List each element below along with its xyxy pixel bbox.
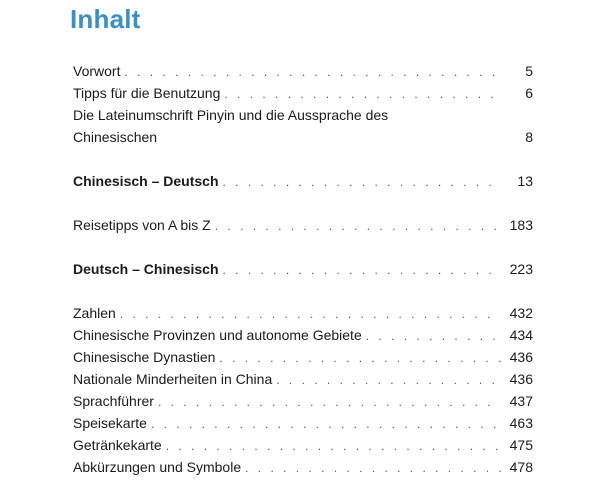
toc-entry-tipps[interactable]: [73, 82, 533, 104]
toc-entry-zahlen[interactable]: [73, 302, 533, 324]
toc-dot-leader: [366, 325, 501, 347]
toc-dot-leader: [151, 413, 501, 435]
page-title: Inhalt: [70, 4, 141, 34]
toc-dot-leader: [223, 259, 502, 281]
toc-entry-provinzen[interactable]: [73, 324, 533, 346]
toc-entry-page: 478: [509, 459, 533, 475]
toc-dot-leader: [215, 215, 501, 237]
toc-entry-page: 436: [509, 371, 533, 387]
toc-entry-label: Abkürzungen und Symbole: [73, 456, 245, 478]
toc-entry-pinyin-line2[interactable]: [73, 126, 533, 148]
toc-entry-sprachfuehrer[interactable]: [73, 390, 533, 412]
toc-entry-speisekarte[interactable]: [73, 412, 533, 434]
toc-dot-leader: [245, 457, 501, 479]
toc-entry-page: 5: [525, 63, 533, 79]
toc-entry-page: 223: [509, 261, 533, 277]
toc-entry-pinyin-line1[interactable]: [73, 104, 533, 126]
toc-entry-label: Sprachführer: [73, 390, 158, 412]
toc-entry-page: 436: [509, 349, 533, 365]
toc-entry-label: Getränkekarte: [73, 434, 166, 456]
toc-dot-leader: [224, 83, 501, 105]
toc-dot-leader: [276, 369, 501, 391]
toc-entry-label: Nationale Minderheiten in China: [73, 368, 276, 390]
toc-entry-label: Vorwort: [73, 60, 124, 82]
toc-entry-dynastien[interactable]: [73, 346, 533, 368]
toc-entry-page: 183: [509, 217, 533, 233]
toc-entry-chinesisch-deutsch[interactable]: [73, 170, 533, 192]
toc-entry-minderheiten[interactable]: [73, 368, 533, 390]
toc-entry-label: Deutsch – Chinesisch: [73, 258, 223, 280]
table-of-contents: [73, 60, 533, 478]
toc-entry-page: 434: [509, 327, 533, 343]
toc-entry-label: Chinesischen: [73, 126, 161, 148]
toc-entry-getraenkekarte[interactable]: [73, 434, 533, 456]
toc-entry-label: Tipps für die Benutzung: [73, 82, 224, 104]
toc-entry-label: Speisekarte: [73, 412, 151, 434]
toc-spacer: [73, 192, 533, 214]
toc-entry-page: 432: [509, 305, 533, 321]
toc-entry-label: Chinesische Dynastien: [73, 346, 219, 368]
toc-dot-leader: [120, 303, 501, 325]
toc-entry-label: Zahlen: [73, 302, 120, 324]
toc-dot-leader: [158, 391, 501, 413]
toc-entry-page: 463: [509, 415, 533, 431]
toc-entry-page: 13: [517, 173, 533, 189]
toc-entry-label: Chinesisch – Deutsch: [73, 170, 223, 192]
toc-entry-label: Reisetipps von A bis Z: [73, 214, 215, 236]
toc-entry-label: Die Lateinumschrift Pinyin und die Aussprache des: [73, 104, 392, 126]
toc-entry-vorwort[interactable]: [73, 60, 533, 82]
toc-dot-leader: [219, 347, 501, 369]
toc-dot-leader: [223, 171, 502, 193]
toc-entry-deutsch-chinesisch[interactable]: [73, 258, 533, 280]
toc-spacer: [73, 148, 533, 170]
toc-spacer: [73, 236, 533, 258]
toc-spacer: [73, 280, 533, 302]
toc-entry-label: Chinesische Provinzen und autonome Gebiete: [73, 324, 366, 346]
toc-dot-leader: [124, 61, 501, 83]
toc-entry-page: 437: [509, 393, 533, 409]
toc-entry-page: 475: [509, 437, 533, 453]
toc-dot-leader: [166, 435, 501, 457]
toc-entry-page: 8: [525, 129, 533, 145]
toc-entry-page: 6: [525, 85, 533, 101]
toc-entry-reisetipps[interactable]: [73, 214, 533, 236]
toc-entry-abkuerzungen[interactable]: [73, 456, 533, 478]
